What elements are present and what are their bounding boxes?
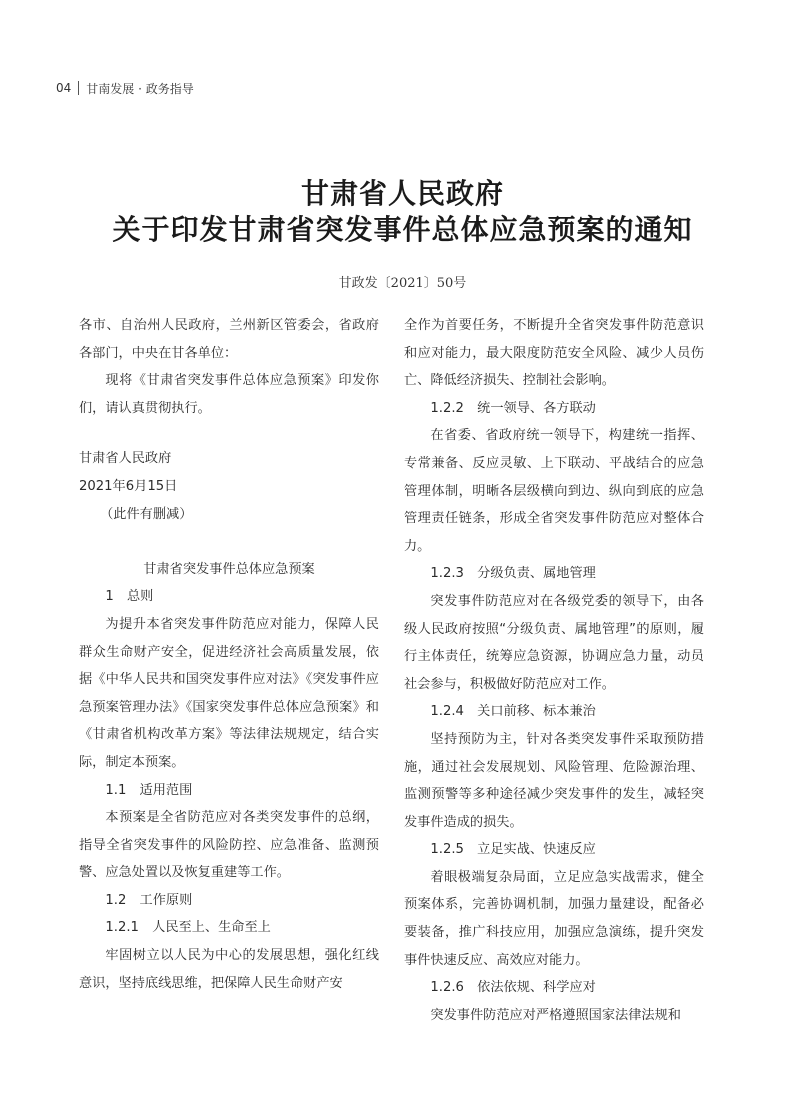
- deletion-note: （此件有删减）: [100, 506, 193, 522]
- paragraph-1: 为提升本省突发事件防范应对能力，保障人民群众生命财产安全，促进经济社会高质量发展，依据《中华人民共和国突发事件应对法》《突发事件应急预案管理办法》《国家突发事件总体应急预案》和《甘肃省机构改革方案》等法律法规规定，结合实际，制定本预案。: [79, 616, 379, 770]
- signature-date: 2021年6月15日: [79, 478, 178, 494]
- page-number: 04: [56, 81, 72, 95]
- document-number: 甘政发〔2021〕50号: [338, 276, 467, 291]
- left-column: [79, 312, 379, 997]
- address-line: 各市、自治州人民政府，兰州新区管委会，省政府各部门，中央在甘各单位：: [79, 318, 379, 361]
- title-line-2: 关于印发甘肃省突发事件总体应急预案的通知: [112, 213, 693, 246]
- paragraph-1-2-3: 突发事件防范应对在各级党委的领导下，由各级人民政府按照“分级负责、属地管理”的原则，履行主体责任，统筹应急资源，协调应急力量，动员社会参与，积极做好防范应对工作。: [404, 593, 704, 692]
- heading-1-2-6: 1.2.6 依法依规、科学应对: [430, 980, 596, 996]
- notice-paragraph: 现将《甘肃省突发事件总体应急预案》印发你们，请认真贯彻执行。: [79, 373, 379, 416]
- paragraph-1-2-5: 着眼极端复杂局面，立足应急实战需求，健全预案体系，完善协调机制，加强力量建设，配备必要装备，推广科技应用，加强应急演练，提升突发事件快速反应、高效应对能力。: [404, 869, 704, 968]
- heading-1: 1 总则: [105, 589, 154, 605]
- heading-1-1: 1.1 适用范围: [105, 782, 193, 798]
- heading-1-2: 1.2 工作原则: [105, 892, 193, 908]
- heading-1-2-2: 1.2.2 统一领导、各方联动: [430, 400, 596, 416]
- section-name: 甘南发展 · 政务指导: [86, 81, 194, 96]
- signature-organization: 甘肃省人民政府: [79, 451, 172, 467]
- header-divider: [78, 81, 79, 95]
- paragraph-continued: 全作为首要任务，不断提升全省突发事件防范意识和应对能力，最大限度防范安全风险、减少人员伤亡、降低经济损失、控制社会影响。: [404, 318, 704, 389]
- paragraph-1-2-1: 牢固树立以人民为中心的发展思想，强化红线意识，坚持底线思维，把保障人民生命财产安: [79, 948, 379, 991]
- paragraph-1-2-4: 坚持预防为主，针对各类突发事件采取预防措施，通过社会发展规划、风险管理、危险源治理、监测预警等多种途径减少突发事件的发生，减轻突发事件造成的损失。: [404, 731, 704, 830]
- page-header: [56, 78, 194, 98]
- paragraph-1-1: 本预案是全省防范应对各类突发事件的总纲，指导全省突发事件的风险防控、应急准备、监测预警、应急处置以及恢复重建等工作。: [79, 810, 379, 881]
- paragraph-1-2-6: 突发事件防范应对严格遵照国家法律法规和: [430, 1007, 681, 1023]
- spacer: [79, 528, 379, 556]
- right-column: [404, 312, 704, 1029]
- title-line-1: 甘肃省人民政府: [300, 177, 504, 210]
- plan-title: 甘肃省突发事件总体应急预案: [143, 561, 315, 577]
- heading-1-2-3: 1.2.3 分级负责、属地管理: [430, 566, 596, 582]
- heading-1-2-4: 1.2.4 关口前移、标本兼治: [430, 704, 596, 720]
- paragraph-1-2-2: 在省委、省政府统一领导下，构建统一指挥、专常兼备、反应灵敏、上下联动、平战结合的应急管理体制，明晰各层级横向到边、纵向到底的应急管理责任链条，形成全省突发事件防范应对整体合力。: [404, 428, 704, 554]
- heading-1-2-5: 1.2.5 立足实战、快速反应: [430, 842, 596, 858]
- heading-1-2-1: 1.2.1 人民至上、生命至上: [105, 920, 271, 936]
